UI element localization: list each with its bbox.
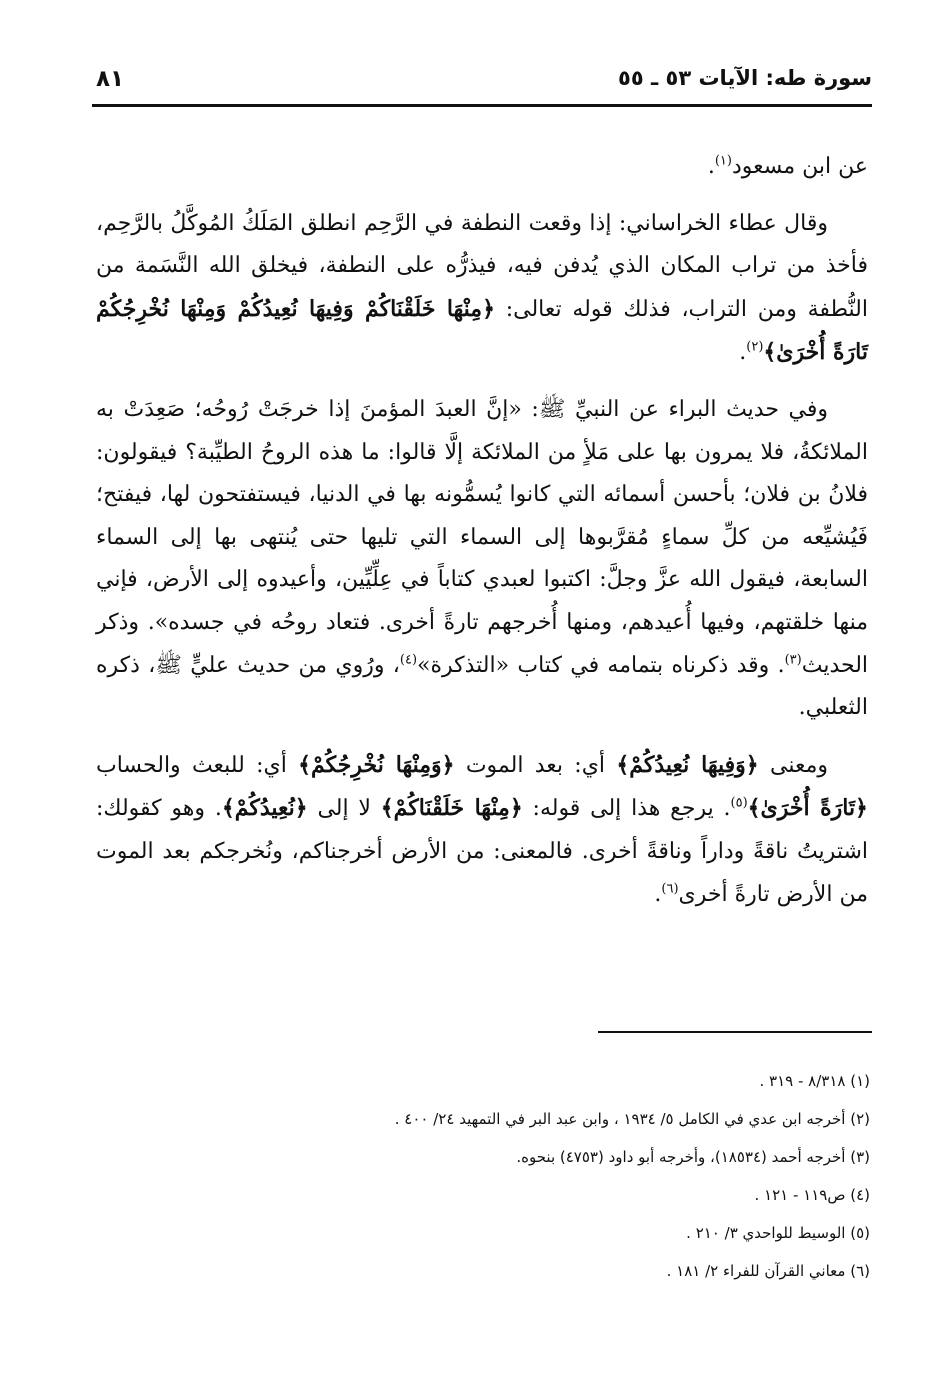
footnote-reference: (٤) — [399, 652, 418, 668]
text-run: ، ورُوي من حديث عليٍّ ﷺ، ذكره الثعلبي. — [96, 652, 868, 721]
paragraph — [96, 744, 868, 916]
footnote-item: (٣) أخرجه أحمد (١٨٥٣٤)، وأخرجه أبو داود (٤٧٥٣) بنحوه. — [516, 1148, 870, 1166]
chapter-title: سورة طه: الآيات ٥٣ ـ ٥٥ — [618, 66, 872, 90]
text-run: وقال عطاء الخراساني: إذا وقعت النطفة في الرَّحِم انطلق المَلَكُ المُوكَّلُ بالرَّحِم، فأخذ من تراب المكان الذي يُدفن فيه، فيذرُّه على النطفة، فيخلق الله النَّسَمة من النُّطفة ومن التراب، فذلك قوله تعالى: — [96, 210, 869, 322]
text-run: أي: للبعث والحساب — [96, 752, 299, 778]
main-text — [96, 146, 868, 930]
footnote-reference: (٦) — [661, 881, 679, 897]
text-run: أي: بعد الموت — [454, 752, 617, 778]
paragraph — [96, 146, 868, 189]
footnote-item: (٥) الوسيط للواحدي ٣/ ٢١٠ . — [686, 1224, 870, 1242]
footnote-reference: (٢) — [746, 340, 764, 356]
footnote-item: (٦) معاني القرآن للفراء ٢/ ١٨١ . — [666, 1262, 870, 1280]
quran-verse: ﴿مِنْهَا خَلَقْنَاكُمْ﴾ — [380, 795, 523, 822]
text-run: . وهو كقولك: اشتريتُ ناقةً وداراً وناقةً أخرى. فالمعنى: من الأرض أخرجناكم، ونُخرجكم بعد الموت من الأرض تارةً أخرى — [96, 796, 869, 907]
text-run: . — [654, 881, 662, 907]
footnote-reference: (٣) — [784, 652, 802, 668]
footnote-reference: (١) — [714, 153, 732, 169]
page-number: ٨١ — [96, 66, 125, 92]
text-run: . — [739, 340, 747, 366]
quran-verse: ﴿وَفِيهَا نُعِيدُكُمْ﴾ — [616, 751, 759, 778]
footnote-reference: (٥) — [730, 795, 748, 811]
quran-verse: ﴿نُعِيدُكُمْ﴾ — [221, 795, 308, 822]
text-run: . يرجع هذا إلى قوله: — [522, 796, 731, 822]
paragraph — [96, 389, 868, 730]
text-run: . وقد ذكرناه بتمامه في كتاب «التذكرة» — [417, 652, 785, 678]
paragraph — [96, 203, 868, 375]
running-header — [92, 66, 872, 102]
footnotes — [96, 1062, 870, 1290]
footnote-item: (٢) أخرجه ابن عدي في الكامل ٥/ ١٩٣٤ ، وابن عبد البر في التمهيد ٢٤/ ٤٠٠ . — [394, 1110, 870, 1128]
text-run: . — [707, 154, 715, 179]
text-run: عن ابن مسعود — [731, 154, 868, 179]
footnote-divider — [598, 1031, 872, 1033]
quran-verse: ﴿تَارَةً أُخْرَىٰ﴾ — [747, 795, 868, 822]
header-divider — [92, 104, 872, 107]
quran-verse: ﴿مِنْهَا خَلَقْنَاكُمْ وَفِيهَا نُعِيدُكُمْ وَمِنْهَا نُخْرِجُكُمْ تَارَةً أُخْرَىٰ﴾ — [96, 295, 868, 366]
text-run: ومعنى — [758, 752, 828, 778]
text-run: وفي حديث البراء عن النبيِّ ﷺ: «إنَّ العبدَ المؤمنَ إذا خرجَتْ رُوحُه؛ صَعِدَتْ به الملائكةُ، فلا يمرون بها على مَلأٍ من الملائكة إلَّا قالوا: ما هذه الروحُ الطيِّبة؟ فيقولون: فلانُ بن فلان؛ بأحسن أسمائه التي كانوا يُسمُّونه بها في الدنيا، فيستفتحون لها، فيفتح؛ فَيُشيِّعه من كلِّ سماءٍ مُقرَّبوها إلى السماء التي تليها حتى يُنتهى بها إلى السماء السابعة، فيقول الله عزَّ وجلَّ: اكتبوا لعبدي كتاباً في عِلِّيِّين، وأعيدوه إلى الأرض، فإني منها خلقتهم، وفيها أُعيدهم، ومنها أُخرجهم تارةً أخرى. فتعاد روحُه في جسده». وذكر الحديث — [96, 396, 869, 678]
text-run: لا إلى — [307, 796, 381, 822]
footnote-item: (١) ٨/٣١٨ - ٣١٩ . — [759, 1072, 870, 1090]
quran-verse: ﴿وَمِنْهَا نُخْرِجُكُمْ﴾ — [298, 751, 455, 778]
footnote-item: (٤) ص١١٩ - ١٢١ . — [754, 1186, 870, 1204]
